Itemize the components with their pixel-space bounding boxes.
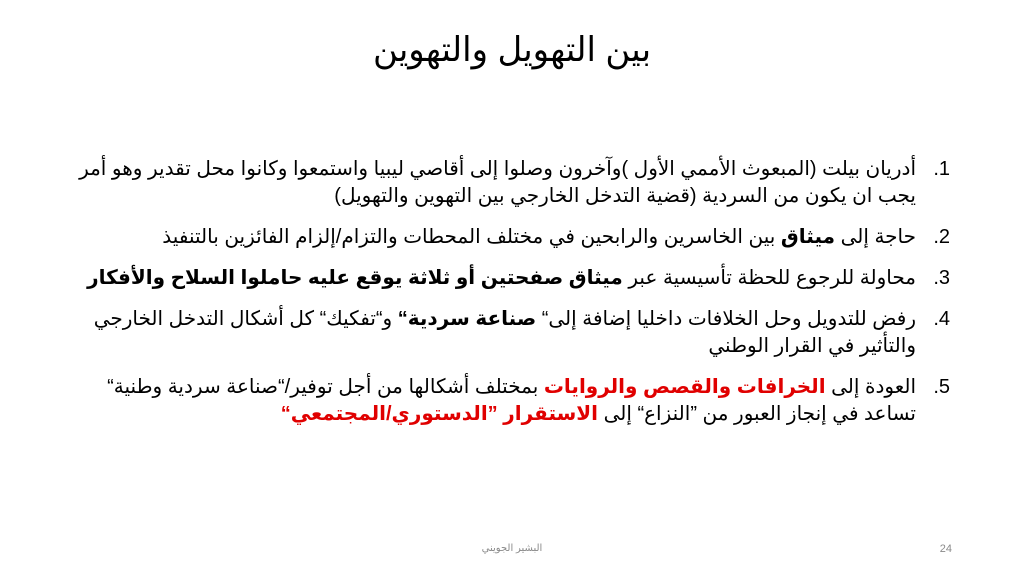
item-text	[70, 374, 916, 428]
item-number: .3	[933, 267, 950, 289]
item-segment-bold: صناعة سردية“	[397, 308, 537, 330]
item-number: .4	[933, 308, 950, 330]
item-text	[70, 156, 916, 210]
item-number: .5	[933, 376, 950, 398]
item-segment-bold: ميثاق	[780, 226, 836, 248]
list-item	[70, 265, 950, 292]
item-segment: محاولة للرجوع للحظة تأسيسية عبر	[622, 267, 916, 289]
list-item	[70, 306, 950, 360]
item-segment: رفض للتدويل وحل الخلافات داخليا إضافة إلى“	[536, 308, 916, 330]
item-text	[70, 224, 916, 251]
item-segment-bold: ميثاق صفحتين أو ثلاثة يوقع عليه حاملوا السلاح والأفكار	[87, 267, 623, 289]
item-segment: بمختلف أشكالها من أجل توفير/“صناعة سردية وطنية“ تساعد في إنجاز العبور من ”النزاع“ إلى	[107, 376, 916, 425]
item-segment-red: الخرافات والقصص والروايات	[543, 376, 826, 398]
list-item	[70, 374, 950, 428]
item-segment: و“تفكيك“ كل أشكال التدخل الخارجي والتأثير في القرار الوطني	[93, 308, 916, 357]
item-text	[70, 265, 916, 292]
item-segment: حاجة إلى	[835, 226, 916, 248]
item-number: .2	[933, 226, 950, 248]
footer-page-number: 24	[939, 543, 952, 555]
list-item	[70, 156, 950, 210]
item-text	[70, 306, 916, 360]
item-number: .1	[933, 158, 950, 180]
item-segment: أدريان بيلت (المبعوث الأممي الأول )وآخرون وصلوا إلى أقاصي ليبيا واستمعوا وكانوا محل تقدير وهو أمر يجب ان يكون من السردية (قضية التدخل الخارجي بين التهوين والتهويل)	[79, 158, 916, 207]
item-segment: العودة إلى	[825, 376, 916, 398]
list-item	[70, 224, 950, 251]
item-segment-red: الاستقرار ”الدستوري/المجتمعي“	[280, 403, 599, 425]
slide-body	[70, 156, 950, 442]
slide-title: بين التهويل والتهوين	[372, 31, 652, 69]
footer-author: البشير الجويني	[481, 543, 543, 554]
item-segment: بين الخاسرين والرابحين في مختلف المحطات والتزام/إلزام الفائزين بالتنفيذ	[162, 226, 781, 248]
